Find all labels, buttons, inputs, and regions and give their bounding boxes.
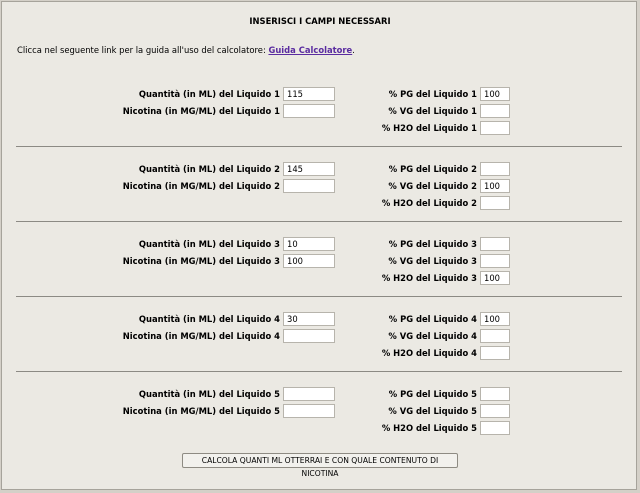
intro-suffix: .	[352, 45, 355, 55]
h2o-input-5[interactable]	[480, 421, 510, 435]
intro-label: Clicca nel seguente link per la guida all'uso del calcolatore:	[17, 45, 269, 55]
h2o-input-3[interactable]	[480, 271, 510, 285]
pg-input-5[interactable]	[480, 387, 510, 401]
pg-label: % PG del Liquido 4	[388, 314, 477, 324]
vg-input-3[interactable]	[480, 254, 510, 268]
pg-input-4[interactable]	[480, 312, 510, 326]
quantity-input-2[interactable]	[283, 162, 335, 176]
nicotine-label: Nicotina (in MG/ML) del Liquido 3	[122, 256, 280, 266]
page-title: INSERISCI I CAMPI NECESSARI	[249, 16, 391, 26]
section-divider	[16, 296, 622, 297]
vg-label: % VG del Liquido 1	[388, 106, 477, 116]
vg-input-5[interactable]	[480, 404, 510, 418]
h2o-label: % H2O del Liquido 5	[381, 423, 477, 433]
intro-text	[17, 45, 355, 55]
quantity-label: Quantità (in ML) del Liquido 5	[138, 389, 280, 399]
nicotine-input-4[interactable]	[283, 329, 335, 343]
pg-input-1[interactable]	[480, 87, 510, 101]
section-divider	[16, 371, 622, 372]
quantity-input-5[interactable]	[283, 387, 335, 401]
nicotine-input-3[interactable]	[283, 254, 335, 268]
quantity-label: Quantità (in ML) del Liquido 1	[138, 89, 280, 99]
nicotine-input-1[interactable]	[283, 104, 335, 118]
vg-input-2[interactable]	[480, 179, 510, 193]
nicotine-label: Nicotina (in MG/ML) del Liquido 4	[122, 331, 280, 341]
vg-input-4[interactable]	[480, 329, 510, 343]
vg-label: % VG del Liquido 2	[388, 181, 477, 191]
pg-input-2[interactable]	[480, 162, 510, 176]
quantity-input-1[interactable]	[283, 87, 335, 101]
nicotine-label: Nicotina (in MG/ML) del Liquido 1	[122, 106, 280, 116]
calculate-button[interactable]: CALCOLA QUANTI ML OTTERRAI E CON QUALE CONTENUTO DI NICOTINA	[182, 453, 458, 468]
vg-label: % VG del Liquido 5	[388, 406, 477, 416]
vg-label: % VG del Liquido 3	[388, 256, 477, 266]
h2o-input-2[interactable]	[480, 196, 510, 210]
quantity-label: Quantità (in ML) del Liquido 2	[138, 164, 280, 174]
h2o-label: % H2O del Liquido 3	[381, 273, 477, 283]
quantity-input-4[interactable]	[283, 312, 335, 326]
pg-label: % PG del Liquido 3	[388, 239, 477, 249]
nicotine-input-2[interactable]	[283, 179, 335, 193]
h2o-label: % H2O del Liquido 2	[381, 198, 477, 208]
pg-input-3[interactable]	[480, 237, 510, 251]
pg-label: % PG del Liquido 1	[388, 89, 477, 99]
quantity-label: Quantità (in ML) del Liquido 3	[138, 239, 280, 249]
quantity-input-3[interactable]	[283, 237, 335, 251]
vg-input-1[interactable]	[480, 104, 510, 118]
section-divider	[16, 221, 622, 222]
quantity-label: Quantità (in ML) del Liquido 4	[138, 314, 280, 324]
guide-link[interactable]: Guida Calcolatore	[268, 45, 353, 55]
nicotine-label: Nicotina (in MG/ML) del Liquido 5	[122, 406, 280, 416]
nicotine-label: Nicotina (in MG/ML) del Liquido 2	[122, 181, 280, 191]
h2o-input-4[interactable]	[480, 346, 510, 360]
pg-label: % PG del Liquido 5	[388, 389, 477, 399]
nicotine-input-5[interactable]	[283, 404, 335, 418]
h2o-label: % H2O del Liquido 1	[381, 123, 477, 133]
h2o-label: % H2O del Liquido 4	[381, 348, 477, 358]
vg-label: % VG del Liquido 4	[388, 331, 477, 341]
h2o-input-1[interactable]	[480, 121, 510, 135]
pg-label: % PG del Liquido 2	[388, 164, 477, 174]
section-divider	[16, 146, 622, 147]
